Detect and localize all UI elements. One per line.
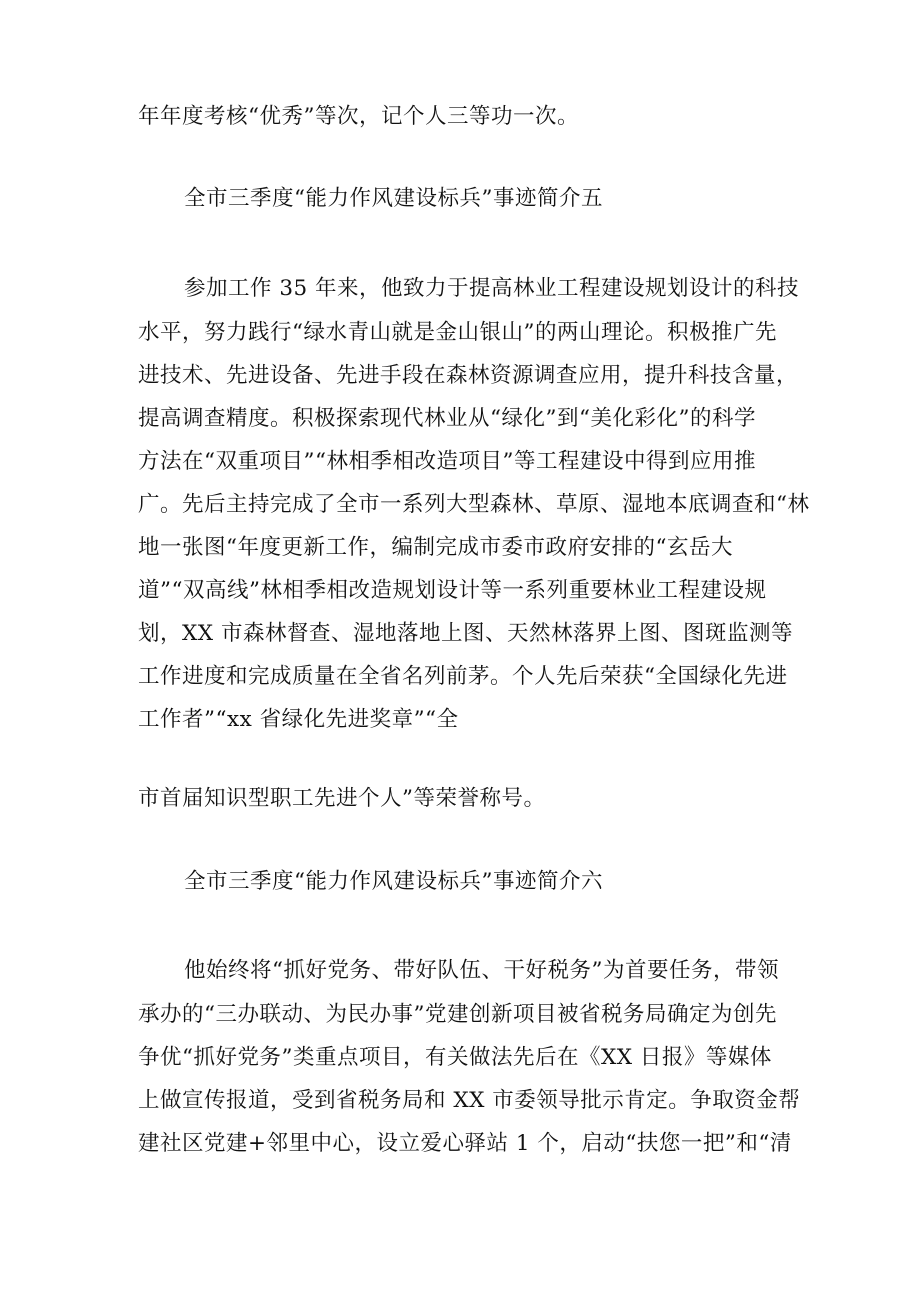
section5-line-10: 工作进度和完成质量在全省名列前茅。个人先后荣获“全国绿化先进 — [138, 664, 788, 689]
section5-line-4: 提高调查精度。积极探索现代林业从“绿化”到“美化彩化”的科学 — [138, 406, 756, 431]
section6-line-4: 上做宣传报道，受到省税务局和 XX 市委领导批示肯定。争取资金帮 — [138, 1088, 801, 1113]
section-title-6: 全市三季度“能力作风建设标兵”事迹简介六 — [184, 869, 603, 894]
section5-line-8: 道”“双高线”林相季相改造规划设计等一系列重要林业工程建设规 — [138, 578, 767, 603]
section5-line-9: 划，XX 市森林督查、湿地落地上图、天然林落界上图、图斑监测等 — [138, 621, 793, 646]
section6-line-5: 建社区党建+邻里中心，设立爱心驿站 1 个，启动“扶您一把”和“清 — [138, 1131, 792, 1156]
section6-line-1: 他始终将“抓好党务、带好队伍、干好税务”为首要任务，带领 — [184, 958, 779, 983]
section5-line-3: 进技术、先进设备、先进手段在森林资源调查应用，提升科技含量， — [138, 363, 799, 388]
section5-line-11: 工作者”“xx 省绿化先进奖章”“全 — [138, 707, 459, 732]
section5-line-1: 参加工作 35 年来，他致力于提高林业工程建设规划设计的科技 — [184, 276, 800, 301]
paragraph-tail: 年年度考核“优秀”等次，记个人三等功一次。 — [138, 104, 579, 129]
section5-line-7: 地一张图“年度更新工作，编制完成市委市政府安排的“玄岳大 — [138, 535, 733, 560]
section5-line-6: 广。先后主持完成了全市一系列大型森林、草原、湿地本底调查和“林 — [138, 492, 810, 517]
section5-continuation: 市首届知识型职工先进个人”等荣誉称号。 — [138, 786, 546, 811]
section5-line-5: 方法在“双重项目”“林相季相改造项目”等工程建设中得到应用推 — [138, 449, 756, 474]
section-title-5: 全市三季度“能力作风建设标兵”事迹简介五 — [184, 186, 603, 211]
section6-line-3: 争优“抓好党务”类重点项目，有关做法先后在《XX 日报》等媒体 — [138, 1045, 772, 1070]
section6-line-2: 承办的“三办联动、为民办事”党建创新项目被省税务局确定为创先 — [138, 1002, 777, 1027]
section5-line-2: 水平，努力践行“绿水青山就是金山银山”的两山理论。积极推广先 — [138, 320, 777, 345]
